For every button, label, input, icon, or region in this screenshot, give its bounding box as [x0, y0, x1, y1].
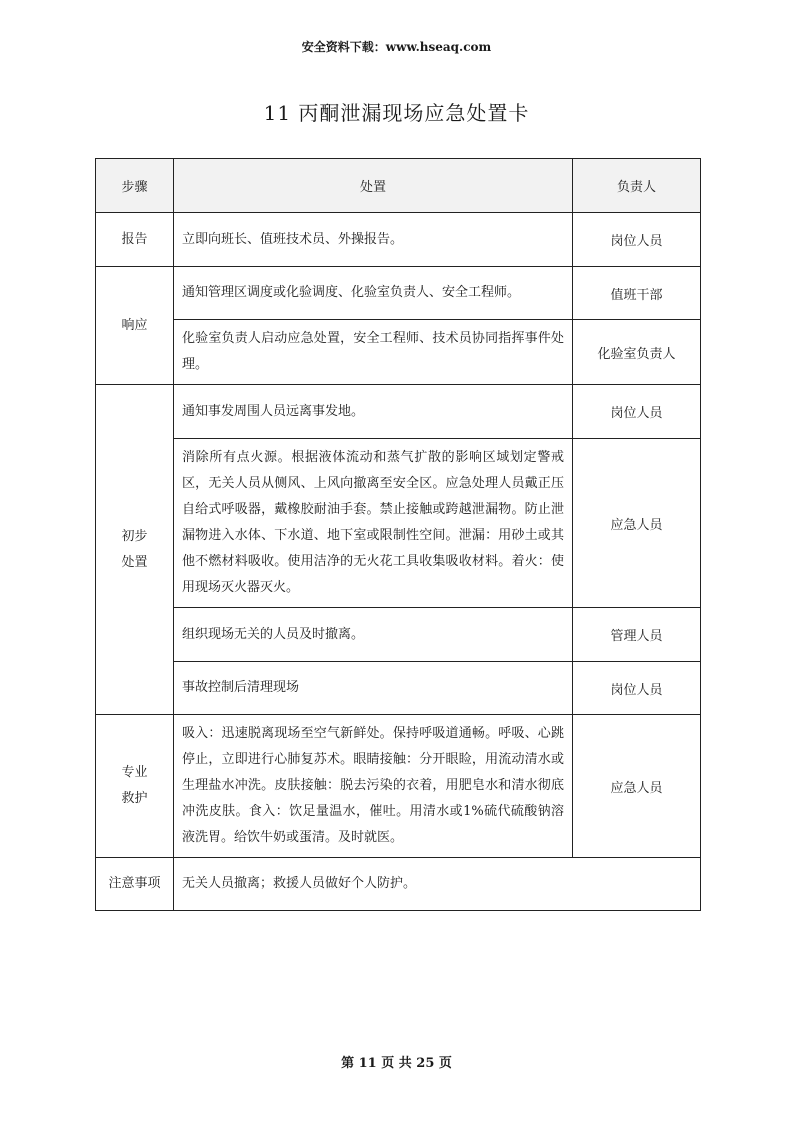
step-rescue-line1: 专业	[121, 765, 148, 780]
column-header-action: 处置	[174, 159, 573, 213]
step-initial	[96, 385, 174, 715]
responsible-rescue: 应急人员	[573, 715, 701, 858]
table-row-initial-4	[96, 662, 701, 715]
table-row-rescue	[96, 715, 701, 858]
step-initial-line2: 处置	[121, 554, 148, 570]
table-row-notes	[96, 858, 701, 911]
action-report: 立即向班长、值班技术员、外操报告。	[174, 213, 573, 267]
table-row-respond-1	[96, 267, 701, 320]
responsible-report: 岗位人员	[573, 213, 701, 267]
action-initial-4: 事故控制后清理现场	[174, 662, 573, 715]
site-header: 安全资料下载：www.hseaq.com	[301, 40, 492, 54]
step-initial-line1: 初步	[121, 528, 148, 544]
action-initial-1: 通知事发周围人员远离事发地。	[174, 385, 573, 439]
action-initial-2: 消除所有点火源。根据液体流动和蒸气扩散的影响区域划定警戒区，无关人员从侧风、上风向撤离至安全区。应急处理人员戴正压自给式呼吸器，戴橡胶耐油手套。禁止接触或跨越泄漏物。防止泄漏物进入水体、下水道、地下室或限制性空间。泄漏：用砂土或其他不燃材料吸收。使用洁净的无火花工具收集吸收材料。着火：使用现场灭火器灭火。	[174, 439, 573, 608]
responsible-respond-2: 化验室负责人	[573, 320, 701, 385]
column-header-step: 步骤	[96, 159, 174, 213]
responsible-initial-2: 应急人员	[573, 439, 701, 608]
responsible-initial-3: 管理人员	[573, 608, 701, 662]
step-respond: 响应	[96, 267, 174, 385]
responsible-initial-4: 岗位人员	[573, 662, 701, 715]
page-title: 11 丙酮泄漏现场应急处置卡	[263, 101, 530, 125]
emergency-card-table	[95, 158, 701, 911]
table-row-initial-2	[96, 439, 701, 608]
page-footer: 第 11 页 共 25 页	[341, 1056, 452, 1071]
responsible-respond-1: 值班干部	[573, 267, 701, 320]
action-notes: 无关人员撤离；救援人员做好个人防护。	[174, 858, 701, 911]
step-rescue-line2: 救护	[121, 791, 148, 806]
step-notes: 注意事项	[96, 858, 174, 911]
table-row-initial-3	[96, 608, 701, 662]
action-respond-2: 化验室负责人启动应急处置，安全工程师、技术员协同指挥事件处理。	[174, 320, 573, 385]
table-row-respond-2	[96, 320, 701, 385]
action-initial-3: 组织现场无关的人员及时撤离。	[174, 608, 573, 662]
table-row-initial-1	[96, 385, 701, 439]
step-report: 报告	[96, 213, 174, 267]
responsible-initial-1: 岗位人员	[573, 385, 701, 439]
table-header-row	[96, 159, 701, 213]
action-respond-1: 通知管理区调度或化验调度、化验室负责人、安全工程师。	[174, 267, 573, 320]
step-rescue	[96, 715, 174, 858]
column-header-responsible: 负责人	[573, 159, 701, 213]
table-row-report	[96, 213, 701, 267]
action-rescue: 吸入：迅速脱离现场至空气新鲜处。保持呼吸道通畅。呼吸、心跳停止，立即进行心肺复苏术。眼睛接触：分开眼睑，用流动清水或生理盐水冲洗。皮肤接触：脱去污染的衣着，用肥皂水和清水彻底冲洗皮肤。食入：饮足量温水，催吐。用清水或1%硫代硫酸钠溶液洗胃。给饮牛奶或蛋清。及时就医。	[174, 715, 573, 858]
